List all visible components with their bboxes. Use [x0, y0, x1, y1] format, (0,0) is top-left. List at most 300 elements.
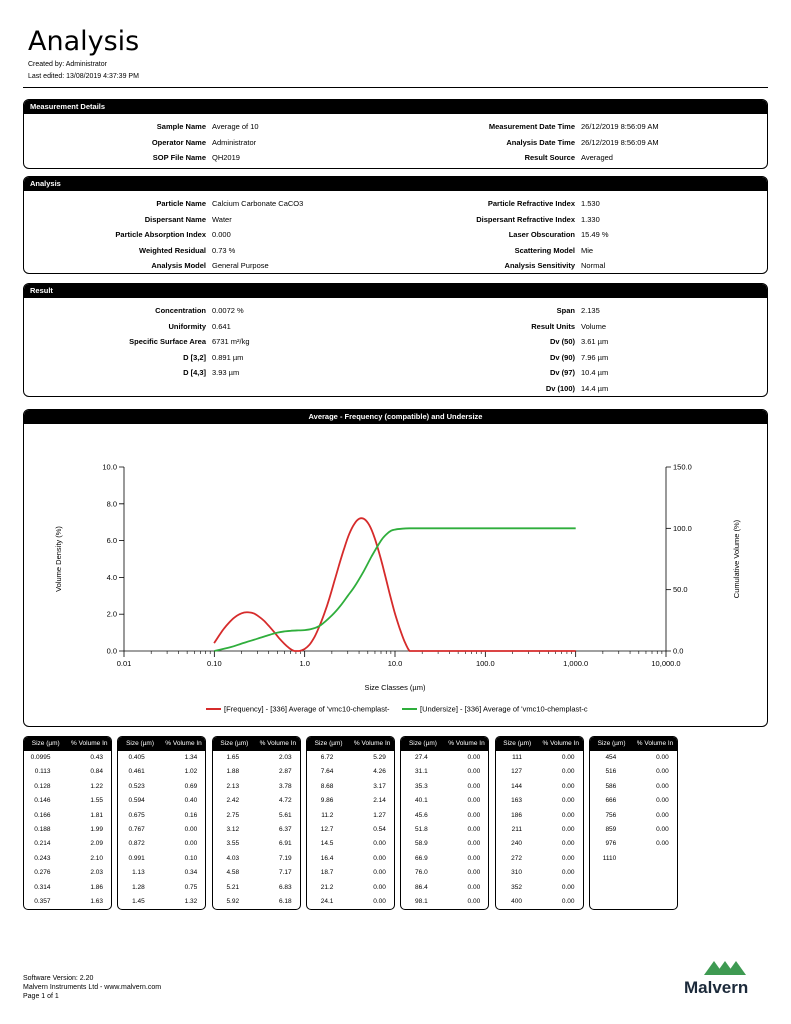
frequency-series-line: [214, 518, 576, 651]
size-cell: 24.1: [320, 897, 334, 905]
volume-cell: 0.00: [467, 897, 481, 905]
table-row: [590, 765, 677, 779]
volume-cell: 0.00: [373, 840, 386, 848]
size-cell: 516: [605, 768, 617, 776]
size-cell: 35.3: [415, 782, 428, 790]
size-cell: 400: [511, 897, 522, 905]
volume-cell: 4.72: [278, 797, 292, 805]
table-row: [213, 823, 300, 837]
table-row: [401, 852, 488, 866]
size-cell: 240: [511, 840, 522, 848]
y2-tick-label: 100.0: [673, 523, 692, 533]
result-right-label-0: Span: [556, 306, 575, 315]
x-tick-label: 1,000.0: [563, 659, 589, 668]
volume-cell: 0.00: [467, 869, 481, 877]
volume-cell: 1.81: [90, 811, 103, 819]
volume-cell: 0.00: [467, 811, 481, 819]
measurement-left-label-0: Sample Name: [156, 122, 206, 131]
volume-cell: 0.00: [561, 869, 575, 877]
size-cell: 0.276: [34, 869, 51, 877]
size-cell: 144: [511, 782, 522, 790]
volume-cell: 0.00: [656, 797, 669, 805]
result-left-label-3: D [3,2]: [183, 352, 206, 362]
table-row: [496, 751, 583, 765]
y2-tick-label: 150.0: [673, 462, 692, 472]
volume-cell: 0.00: [467, 768, 481, 776]
table-row: [213, 794, 300, 808]
volume-cell: 2.09: [90, 840, 103, 848]
table-row: [590, 751, 677, 765]
volume-cell: 0.10: [184, 854, 198, 862]
table-row: [496, 866, 583, 880]
size-cell: 0.146: [34, 797, 51, 805]
volume-cell: 0.00: [373, 854, 386, 862]
malvern-logo-text: Malvern: [684, 978, 749, 997]
size-cell: 0.405: [128, 754, 145, 761]
volume-cell: 0.00: [467, 854, 481, 862]
volume-column-header: % Volume In: [165, 740, 202, 747]
size-cell: 0.166: [34, 811, 51, 819]
result-right-value-2: 3.61 µm: [581, 337, 609, 346]
table-row: [213, 881, 300, 895]
volume-cell: 0.00: [561, 754, 575, 761]
size-column-header: Size (µm): [314, 740, 343, 747]
measurement-right-label-1: Analysis Date Time: [506, 137, 575, 147]
volume-cell: 1.55: [90, 797, 103, 805]
size-cell: 31.1: [415, 768, 428, 776]
table-row: [24, 765, 111, 779]
table-row: [401, 780, 488, 794]
chart-title: Average - Frequency (compatible) and Undersize: [24, 410, 767, 424]
size-cell: 5.21: [226, 883, 240, 891]
measurement-right-label-2: Result Source: [524, 153, 575, 162]
page-number: Page 1 of 1: [23, 993, 59, 1000]
table-row: [307, 881, 394, 895]
table-row: [307, 765, 394, 779]
size-column-header: Size (µm): [126, 740, 155, 747]
volume-cell: 0.00: [467, 754, 481, 761]
measurement-details-heading: Measurement Details: [24, 100, 767, 114]
volume-cell: 1.63: [90, 897, 103, 905]
volume-cell: 3.17: [373, 782, 386, 790]
analysis-left-label-0: Particle Name: [156, 199, 206, 208]
x-axis-title: Size Classes (µm): [364, 683, 426, 692]
table-row: [213, 765, 300, 779]
size-column-header: Size (µm): [31, 740, 60, 747]
size-cell: 0.0995: [30, 754, 51, 761]
result-right-label-3: Dv (90): [549, 352, 575, 362]
size-table-7: [589, 736, 678, 910]
table-row: [590, 809, 677, 823]
size-cell: 6.72: [320, 754, 334, 761]
volume-cell: 1.22: [90, 782, 103, 790]
result-right-value-3: 7.96 µm: [581, 352, 609, 362]
volume-cell: 0.16: [184, 811, 198, 819]
size-cell: 2.75: [226, 811, 240, 819]
volume-cell: 3.78: [278, 782, 292, 790]
volume-cell: 0.69: [184, 782, 198, 790]
measurement-details-panel: [23, 99, 768, 169]
table-row: [496, 881, 583, 895]
size-table-header: [590, 737, 677, 751]
analysis-right-value-2: 15.49 %: [581, 230, 609, 239]
size-table-header: [496, 737, 583, 751]
size-table-header: [401, 737, 488, 751]
volume-cell: 0.00: [467, 883, 481, 891]
result-left-value-3: 0.891 µm: [212, 352, 244, 362]
result-right-label-2: Dv (50): [549, 337, 575, 346]
result-left-label-4: D [4,3]: [183, 368, 206, 377]
size-cell: 16.4: [320, 854, 334, 862]
size-cell: 21.2: [320, 883, 334, 891]
size-cell: 1.13: [132, 869, 145, 877]
size-cell: 11.2: [321, 811, 334, 819]
result-panel: [23, 283, 768, 397]
size-table-1: [23, 736, 112, 910]
table-row: [213, 852, 300, 866]
y-tick-label: 0.0: [106, 646, 117, 656]
table-row: [118, 809, 205, 823]
size-table-header: [118, 737, 205, 751]
analysis-right-label-4: Analysis Sensitivity: [504, 261, 575, 270]
x-tick-label: 1.0: [299, 659, 310, 668]
size-cell: 0.675: [128, 811, 145, 819]
measurement-left-label-2: SOP File Name: [152, 153, 206, 162]
size-cell: 2.13: [226, 782, 240, 790]
analysis-right-value-4: Normal: [581, 261, 606, 270]
size-cell: 40.1: [415, 797, 428, 805]
table-row: [213, 837, 300, 851]
result-left-value-2: 6731 m²/kg: [212, 337, 250, 346]
volume-cell: [642, 852, 677, 866]
volume-cell: 0.00: [373, 869, 386, 877]
size-cell: 0.314: [34, 883, 51, 891]
measurement-right-value-2: Averaged: [581, 153, 613, 162]
size-cell: 3.12: [226, 825, 240, 833]
table-row: [24, 794, 111, 808]
table-row: [307, 895, 394, 909]
measurement-right-value-0: 26/12/2019 8:56:09 AM: [581, 122, 659, 131]
volume-cell: 0.00: [656, 782, 669, 790]
size-column-header: Size (µm): [220, 740, 249, 747]
result-right-value-0: 2.135: [581, 306, 600, 315]
size-column-header: Size (µm): [503, 740, 532, 747]
size-table-2: [117, 736, 206, 910]
volume-cell: 6.37: [278, 825, 292, 833]
chart-panel: [23, 409, 768, 727]
volume-column-header: % Volume In: [259, 740, 297, 747]
volume-cell: 0.00: [656, 768, 669, 776]
volume-cell: 0.00: [467, 782, 481, 790]
size-table-header: [307, 737, 394, 751]
table-row: [118, 794, 205, 808]
volume-cell: 1.32: [184, 897, 198, 905]
volume-cell: 1.27: [373, 811, 386, 819]
size-cell: 1.65: [226, 754, 240, 761]
size-cell: 1.88: [226, 768, 240, 776]
volume-cell: 0.00: [561, 840, 575, 848]
size-cell: 163: [511, 797, 522, 805]
volume-cell: 0.00: [561, 854, 575, 862]
table-row: [307, 809, 394, 823]
result-right-label-5: Dv (100): [545, 383, 575, 393]
volume-cell: 0.00: [467, 825, 481, 833]
size-cell: 352: [511, 883, 522, 891]
analysis-left-value-2: 0.000: [212, 230, 231, 239]
size-cell: 0.461: [128, 768, 145, 776]
table-row: [496, 765, 583, 779]
size-cell: 756: [605, 811, 617, 819]
volume-cell: 1.34: [184, 754, 198, 761]
y-tick-label: 2.0: [106, 609, 117, 619]
table-row: [118, 780, 205, 794]
page-title: Analysis: [28, 26, 140, 57]
table-row: [307, 794, 394, 808]
volume-cell: 0.00: [561, 897, 575, 905]
result-right-value-5: 14.4 µm: [581, 383, 609, 393]
analysis-left-value-3: 0.73 %: [212, 245, 236, 255]
size-cell: 0.188: [34, 825, 51, 833]
analysis-left-label-2: Particle Absorption Index: [115, 230, 206, 239]
size-cell: 0.128: [34, 782, 51, 790]
company-info: Malvern Instruments Ltd - www.malvern.com: [23, 984, 162, 991]
table-row: [118, 895, 205, 909]
volume-cell: 0.84: [90, 768, 103, 776]
size-cell: 0.113: [34, 768, 51, 776]
size-cell: 12.7: [320, 825, 334, 833]
table-row: [401, 881, 488, 895]
table-row: [24, 895, 111, 909]
volume-cell: 7.17: [278, 869, 292, 877]
table-row: [496, 837, 583, 851]
volume-cell: 0.00: [184, 825, 198, 833]
size-cell: 2.42: [226, 797, 240, 805]
result-left-value-0: 0.0072 %: [212, 306, 244, 315]
size-cell: 76.0: [415, 869, 428, 877]
table-row: [401, 794, 488, 808]
table-row: [401, 751, 488, 765]
volume-cell: 0.00: [656, 811, 669, 819]
table-row: [213, 809, 300, 823]
volume-cell: 1.99: [90, 825, 103, 833]
size-cell: 211: [511, 825, 522, 833]
size-cell: 127: [511, 768, 522, 776]
size-cell: 0.214: [34, 840, 51, 848]
volume-cell: 0.34: [184, 869, 198, 877]
size-cell: 5.92: [226, 897, 240, 905]
size-cell: 45.6: [415, 811, 428, 819]
measurement-left-value-0: Average of 10: [212, 122, 259, 131]
table-row: [401, 866, 488, 880]
result-left-label-0: Concentration: [155, 306, 206, 315]
table-row: [213, 751, 300, 765]
table-row: [213, 895, 300, 909]
analysis-right-value-3: Mie: [581, 245, 594, 255]
size-cell: 586: [605, 782, 617, 790]
size-table-3: [212, 736, 301, 910]
x-tick-label: 0.10: [207, 659, 222, 668]
table-row: [307, 751, 394, 765]
size-cell: 0.594: [128, 797, 145, 805]
table-row: [24, 881, 111, 895]
analysis-right-value-1: 1.330: [581, 214, 600, 224]
volume-cell: 0.00: [561, 811, 575, 819]
size-cell: 1110: [602, 854, 617, 862]
analysis-left-value-0: Calcium Carbonate CaCO3: [212, 199, 304, 208]
volume-cell: 0.00: [184, 840, 198, 848]
volume-cell: 0.54: [373, 825, 386, 833]
volume-cell: 2.14: [373, 797, 386, 805]
analysis-right-label-2: Laser Obscuration: [508, 230, 575, 239]
result-right-value-1: Volume: [581, 321, 607, 331]
table-row: [118, 751, 205, 765]
table-row: [307, 852, 394, 866]
table-row: [24, 751, 111, 765]
size-column-header: Size (µm): [408, 740, 437, 747]
table-row: [213, 866, 300, 880]
volume-cell: 0.40: [184, 797, 198, 805]
size-cell: 9.86: [320, 797, 334, 805]
undersize-series-line: [214, 528, 575, 651]
volume-cell: 7.19: [278, 854, 292, 862]
size-table-5: [400, 736, 489, 910]
y2-tick-label: 50.0: [673, 585, 688, 595]
size-cell: 0.523: [128, 782, 145, 790]
table-row: [496, 809, 583, 823]
table-row: [307, 823, 394, 837]
table-row: [401, 895, 488, 909]
volume-cell: 2.87: [278, 768, 292, 776]
measurement-left-value-2: QH2019: [212, 153, 240, 162]
table-row: [24, 837, 111, 851]
result-heading: Result: [24, 284, 767, 298]
table-row: [307, 837, 394, 851]
size-cell: 18.7: [320, 869, 334, 877]
table-row: [590, 780, 677, 794]
size-cell: 51.8: [415, 825, 428, 833]
analysis-right-label-0: Particle Refractive Index: [487, 199, 575, 208]
volume-cell: 4.26: [373, 768, 386, 776]
volume-cell: 1.02: [184, 768, 198, 776]
table-row: [24, 780, 111, 794]
analysis-left-value-1: Water: [212, 214, 232, 224]
table-row: [24, 823, 111, 837]
volume-cell: 5.29: [373, 754, 386, 761]
volume-cell: 6.18: [278, 897, 292, 905]
table-row: [590, 852, 677, 866]
size-cell: 0.243: [34, 854, 51, 862]
table-row: [118, 837, 205, 851]
size-cell: 272: [511, 854, 522, 862]
size-cell: 1.28: [132, 883, 145, 891]
volume-cell: 0.00: [561, 797, 575, 805]
size-table-6: [495, 736, 584, 910]
size-cell: 1.45: [132, 897, 145, 905]
size-cell: 8.68: [320, 782, 334, 790]
measurement-left-label-1: Operator Name: [151, 137, 206, 147]
size-table-header: [213, 737, 300, 751]
result-left-label-2: Specific Surface Area: [129, 337, 206, 346]
table-row: [24, 866, 111, 880]
size-cell: 859: [605, 825, 617, 833]
table-row: [401, 765, 488, 779]
table-row: [496, 823, 583, 837]
size-cell: 0.357: [34, 897, 51, 905]
volume-cell: 2.10: [90, 854, 103, 862]
table-row: [401, 837, 488, 851]
volume-cell: 0.00: [373, 897, 386, 905]
table-row: [24, 852, 111, 866]
volume-cell: 0.00: [656, 840, 669, 848]
analysis-left-label-4: Analysis Model: [151, 261, 206, 270]
measurement-right-value-1: 26/12/2019 8:56:09 AM: [581, 137, 659, 147]
x-tick-label: 0.01: [116, 659, 132, 668]
size-cell: 27.4: [415, 754, 428, 761]
size-cell: 186: [511, 811, 522, 819]
size-cell: 0.767: [128, 825, 145, 833]
size-cell: 58.9: [415, 840, 428, 848]
volume-column-header: % Volume In: [448, 740, 485, 747]
x-tick-label: 10,000.0: [651, 659, 681, 668]
result-left-value-1: 0.641: [212, 321, 231, 331]
size-cell: 86.4: [415, 883, 428, 891]
volume-cell: 0.00: [561, 825, 575, 833]
volume-column-header: % Volume In: [353, 740, 391, 747]
result-right-label-4: Dv (97): [549, 368, 575, 377]
volume-cell: 0.00: [467, 840, 481, 848]
x-tick-label: 100.0: [475, 659, 495, 668]
size-table-header: [24, 737, 111, 751]
table-row: [24, 809, 111, 823]
size-cell: 454: [605, 754, 617, 761]
analysis-left-label-3: Weighted Residual: [139, 245, 206, 255]
result-left-label-1: Uniformity: [168, 321, 206, 331]
analysis-right-label-3: Scattering Model: [514, 245, 575, 255]
created-by: Created by: Administrator: [28, 61, 107, 68]
table-row: [496, 852, 583, 866]
table-row: [307, 780, 394, 794]
result-right-value-4: 10.4 µm: [581, 368, 609, 377]
size-cell: 14.5: [320, 840, 334, 848]
table-row: [496, 794, 583, 808]
analysis-left-value-4: General Purpose: [212, 261, 269, 270]
y-tick-label: 10.0: [102, 462, 117, 472]
x-tick-label: 10.0: [387, 659, 403, 668]
size-cell: 4.03: [226, 854, 240, 862]
analysis-right-value-0: 1.530: [581, 199, 600, 208]
size-cell: 7.64: [320, 768, 334, 776]
result-left-value-4: 3.93 µm: [212, 368, 240, 377]
volume-cell: 2.03: [90, 869, 103, 877]
table-row: [118, 852, 205, 866]
y-tick-label: 6.0: [106, 536, 117, 546]
size-cell: 0.872: [128, 840, 145, 848]
size-distribution-chart: [24, 424, 767, 726]
analysis-right-label-1: Dispersant Refractive Index: [476, 214, 575, 224]
y2-axis-title: Cumulative Volume (%): [732, 519, 741, 599]
table-row: [118, 881, 205, 895]
volume-cell: 0.43: [90, 754, 103, 761]
table-row: [590, 837, 677, 851]
table-row: [590, 794, 677, 808]
table-row: [307, 866, 394, 880]
table-row: [118, 866, 205, 880]
size-column-header: Size (µm): [597, 740, 626, 747]
y-tick-label: 8.0: [106, 499, 117, 509]
y-tick-label: 4.0: [106, 572, 117, 582]
volume-cell: 0.00: [656, 754, 669, 761]
size-cell: 111: [512, 754, 522, 761]
